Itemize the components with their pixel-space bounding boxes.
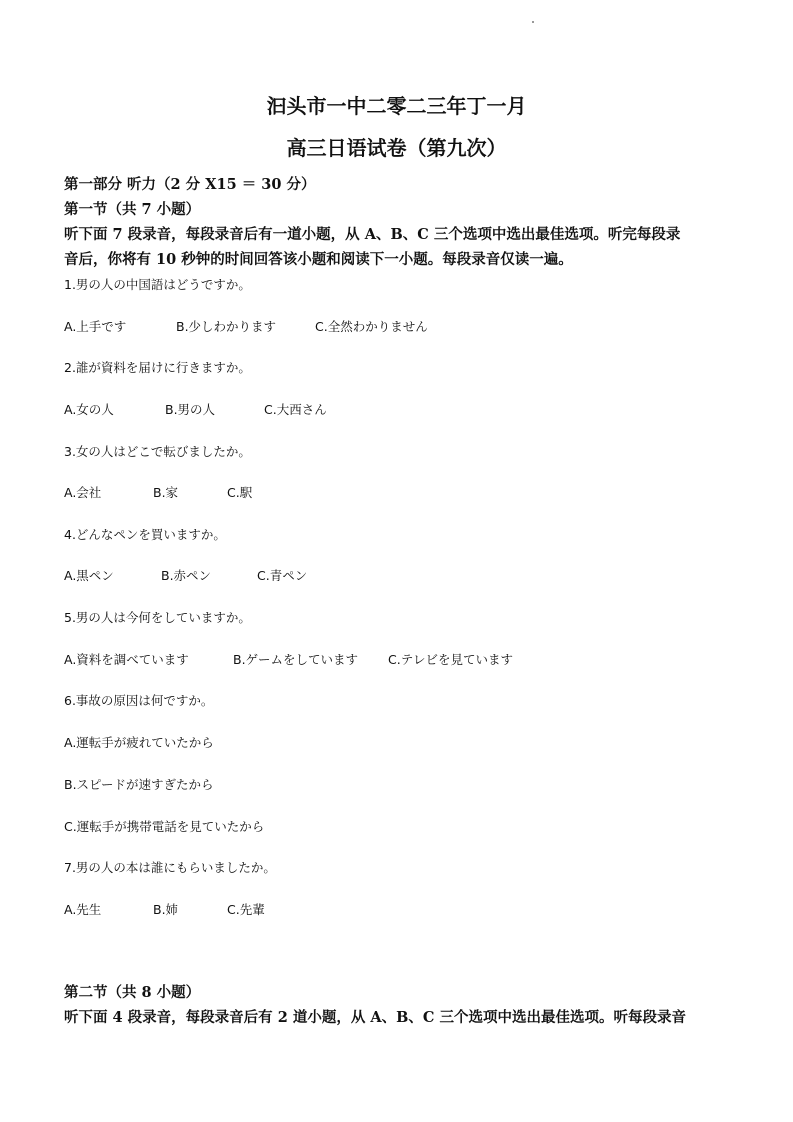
q4-option-a: A.黒ペン [64, 568, 114, 583]
q3-option-b: B.家 [153, 485, 179, 500]
part1-heading: 第一部分 听力（2 分 X15 ＝ 30 分） [64, 176, 316, 193]
question-2: 2.誰が資料を届けに行きますか。 [64, 360, 251, 375]
section1-instructions-line1: 听下面 7 段录音，每段录音后有一道小题，从 A、B、C 三个选项中选出最佳选项。听完每段录 [64, 226, 681, 243]
section2-instructions-line1: 听下面 4 段录音，每段录音后有 2 道小题，从 A、B、C 三个选项中选出最佳选项。听每段录音 [64, 1009, 687, 1026]
q2-option-c: C.大西さん [264, 402, 327, 417]
question-3: 3.女の人はどこで転びましたか。 [64, 444, 251, 459]
section2-heading: 第二节（共 8 小题） [64, 984, 201, 1001]
q6-option-a: A.運転手が疲れていたから [64, 735, 214, 750]
q3-option-a: A.会社 [64, 485, 102, 500]
q7-option-b: B.姉 [153, 902, 179, 917]
q6-option-b: B.スピードが速すぎたから [64, 777, 214, 792]
question-7: 7.男の人の本は誰にもらいましたか。 [64, 860, 276, 875]
question-6: 6.事故の原因は何ですか。 [64, 693, 214, 708]
question-4: 4.どんなペンを買いますか。 [64, 527, 226, 542]
q1-option-a: A.上手です [64, 319, 127, 334]
school-title: 汩头市一中二零二三年丁一月 [266, 94, 527, 118]
q7-option-a: A.先生 [64, 902, 102, 917]
question-1: 1.男の人の中国語はどうですか。 [64, 277, 251, 292]
scan-speck [532, 21, 534, 23]
q5-option-a: A.資料を調べています [64, 652, 189, 667]
q5-option-c: C.テレビを見ています [388, 652, 513, 667]
question-5: 5.男の人は今何をしていますか。 [64, 610, 251, 625]
q6-option-c: C.運転手が携帯電話を見ていたから [64, 819, 265, 834]
q4-option-c: C.青ペン [257, 568, 308, 583]
q1-option-c: C.全然わかりません [315, 319, 428, 334]
q3-option-c: C.駅 [227, 485, 253, 500]
section1-instructions-line2: 音后，你将有 10 秒钟的时间回答该小题和阅读下一小题。每段录音仅读一遍。 [64, 251, 573, 268]
q4-option-b: B.赤ペン [161, 568, 212, 583]
q5-option-b: B.ゲームをしています [233, 652, 359, 667]
section1-heading: 第一节（共 7 小题） [64, 201, 201, 218]
exam-title: 高三日语试卷（第九次） [286, 136, 507, 160]
q7-option-c: C.先輩 [227, 902, 265, 917]
q2-option-b: B.男の人 [165, 402, 216, 417]
q1-option-b: B.少しわかります [176, 319, 277, 334]
q2-option-a: A.女の人 [64, 402, 114, 417]
